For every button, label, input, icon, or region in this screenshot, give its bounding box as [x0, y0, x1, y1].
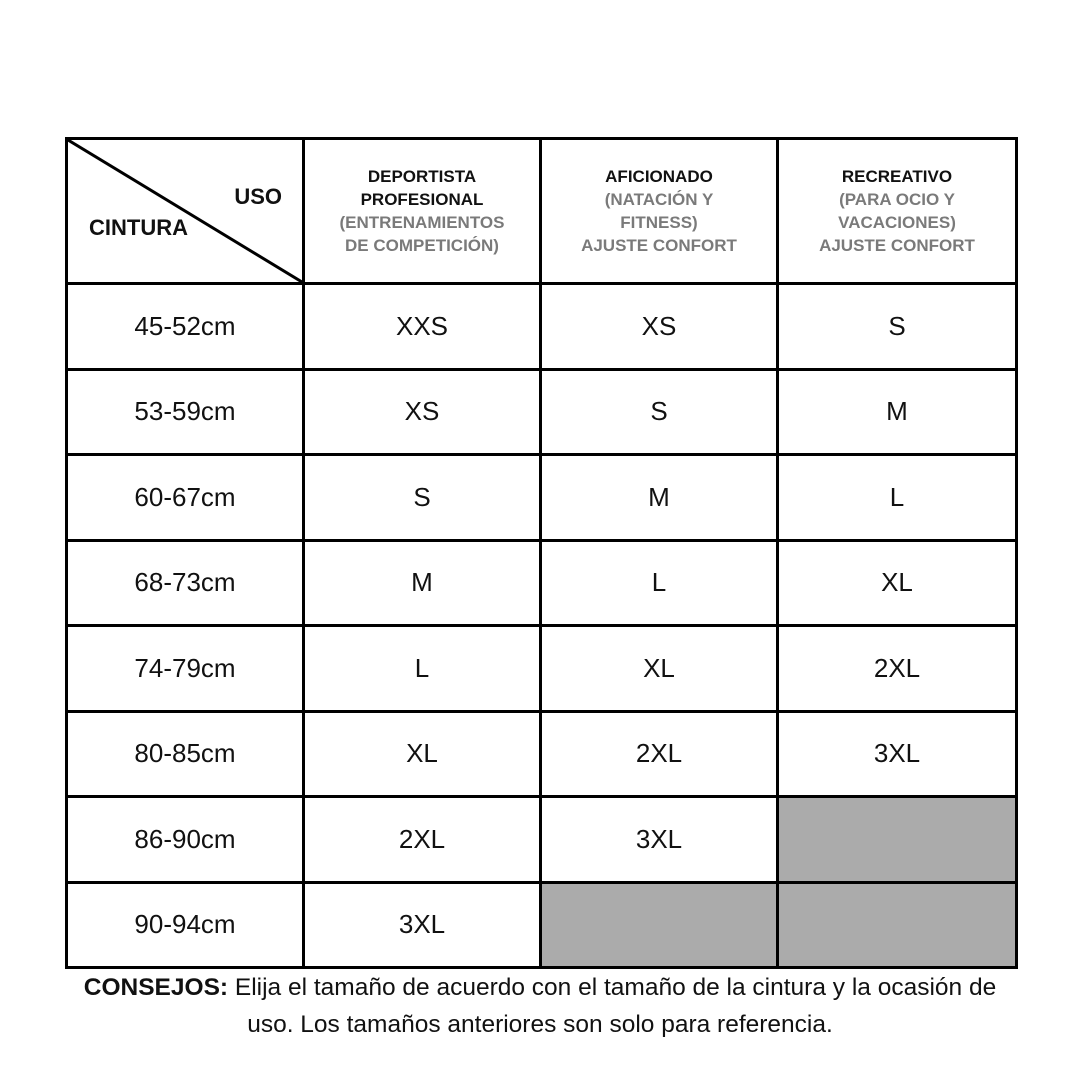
- size-cell: M: [778, 369, 1017, 455]
- waist-cell: 68-73cm: [67, 540, 304, 626]
- size-cell: M: [304, 540, 541, 626]
- table-row: [67, 797, 1017, 883]
- column-header-line: FITNESS): [620, 213, 698, 232]
- size-cell: XXS: [304, 284, 541, 370]
- uso-label: USO: [234, 184, 282, 209]
- column-header-line: DEPORTISTA: [367, 167, 477, 186]
- table-row: [67, 882, 1017, 968]
- column-header-line: DE COMPETICIÓN): [345, 236, 499, 255]
- waist-cell: 86-90cm: [67, 797, 304, 883]
- table-row: [67, 711, 1017, 797]
- tips-text: Elija el tamaño de acuerdo con el tamaño de la cintura y la ocasión de uso. Los tamaños anteriores son solo para referencia.: [228, 974, 997, 1038]
- column-header-line: AFICIONADO: [605, 167, 713, 186]
- column-header-line: (NATACIÓN Y: [604, 190, 714, 209]
- size-cell: M: [541, 455, 778, 541]
- empty-size-cell: [778, 882, 1017, 968]
- size-cell: S: [778, 284, 1017, 370]
- column-header-line: (PARA OCIO Y: [839, 190, 955, 209]
- column-header-3: [778, 139, 1017, 284]
- empty-size-cell: [778, 797, 1017, 883]
- size-cell: 3XL: [304, 882, 541, 968]
- size-cell: XL: [778, 540, 1017, 626]
- waist-cell: 45-52cm: [67, 284, 304, 370]
- size-chart-table: [65, 137, 1018, 969]
- waist-cell: 80-85cm: [67, 711, 304, 797]
- waist-cell: 90-94cm: [67, 882, 304, 968]
- tips-label: CONSEJOS:: [83, 974, 229, 1001]
- size-cell: S: [541, 369, 778, 455]
- column-header-1: [304, 139, 541, 284]
- size-cell: 2XL: [778, 626, 1017, 712]
- table-row: [67, 284, 1017, 370]
- header-row: [67, 139, 1017, 284]
- column-header-2: [541, 139, 778, 284]
- waist-cell: 74-79cm: [67, 626, 304, 712]
- waist-cell: 60-67cm: [67, 455, 304, 541]
- table-row: [67, 455, 1017, 541]
- corner-header-cell: [67, 139, 304, 284]
- size-cell: XS: [541, 284, 778, 370]
- cintura-label: CINTURA: [89, 215, 188, 240]
- column-header-line: (ENTRENAMIENTOS: [339, 213, 505, 232]
- size-cell: S: [304, 455, 541, 541]
- waist-cell: 53-59cm: [67, 369, 304, 455]
- empty-size-cell: [541, 882, 778, 968]
- size-cell: XS: [304, 369, 541, 455]
- column-header-line: RECREATIVO: [841, 167, 953, 186]
- size-cell: 3XL: [541, 797, 778, 883]
- column-header-line: VACACIONES): [838, 213, 956, 232]
- column-header-line: PROFESIONAL: [360, 190, 484, 209]
- size-cell: XL: [304, 711, 541, 797]
- table-row: [67, 626, 1017, 712]
- size-cell: L: [304, 626, 541, 712]
- size-cell: 2XL: [541, 711, 778, 797]
- column-header-line: AJUSTE CONFORT: [819, 236, 975, 255]
- diagonal-divider: [68, 140, 302, 282]
- size-cell: L: [778, 455, 1017, 541]
- tips-note: [60, 969, 1020, 1043]
- column-header-line: AJUSTE CONFORT: [581, 236, 737, 255]
- table-row: [67, 369, 1017, 455]
- table-row: [67, 540, 1017, 626]
- size-cell: XL: [541, 626, 778, 712]
- size-cell: 2XL: [304, 797, 541, 883]
- size-cell: L: [541, 540, 778, 626]
- size-cell: 3XL: [778, 711, 1017, 797]
